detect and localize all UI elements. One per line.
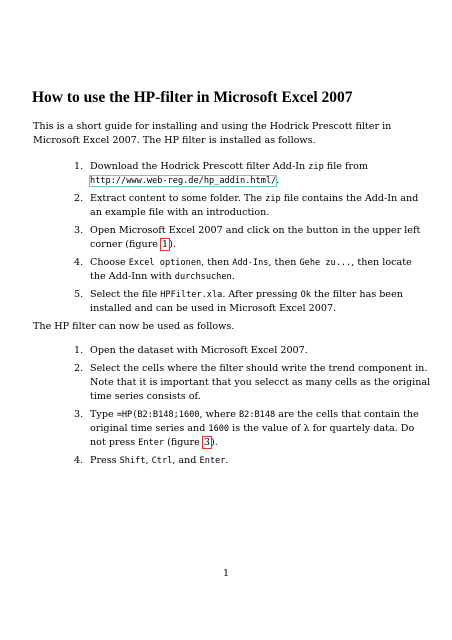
intro-paragraph: This is a short guide for installing and using the Hodrick Prescott filter in Microsoft Excel 2007. The HP filter is installed as follows. xyxy=(33,121,392,146)
figure-reference-link[interactable]: 3 xyxy=(203,437,210,448)
figure-reference-link[interactable]: 1 xyxy=(162,239,169,250)
page-number: 1 xyxy=(223,568,230,579)
document-page: How to use the HP-filter in Microsoft Excel 2007 This is a short guide for installing and using the Hodrick Prescott filter in Microsoft Excel 2007. The HP filter is installed as follows. 1. Download the Hodrick Prescott filter Add-In zip file from http://www.web-reg.de/hp_addin.html/. 2. Extract content to some folder. The zip file contains the Add-In and an example file with an introduction. 3. Open Microsoft Excel 2007 and click on the button in the upper left corner (figure 1). 4. Choose Excel optionen, then Add-Ins, then Gehe zu..., then locate the Add-Inn with durchsuchen. 5. Select the file HPFilter.xla. After pressing Ok the filter has been installed and can be used in Microsoft Excel 2007. The HP filter can now be used as follows. 1. Open the dataset with Microsoft Excel 2007. 2. Select the cells where the filter should write the trend component in. Note that it is important that you selecct as many cells as the original time series consists of. 3. Type =HP(B2:B148;1600, where B2:B148 are the cells that contain the original time series and 1600 is the value of λ for quartely data. Do not press Enter (figure 3). 4. Press Shift, Ctrl, and Enter. 1 xyxy=(32,89,431,579)
page-title: How to use the HP-filter in Microsoft Excel 2007 xyxy=(32,89,353,106)
download-link[interactable]: http://www.web-reg.de/hp_addin.html/ xyxy=(90,176,277,186)
usage-intro: The HP filter can now be used as follows. xyxy=(33,321,235,332)
